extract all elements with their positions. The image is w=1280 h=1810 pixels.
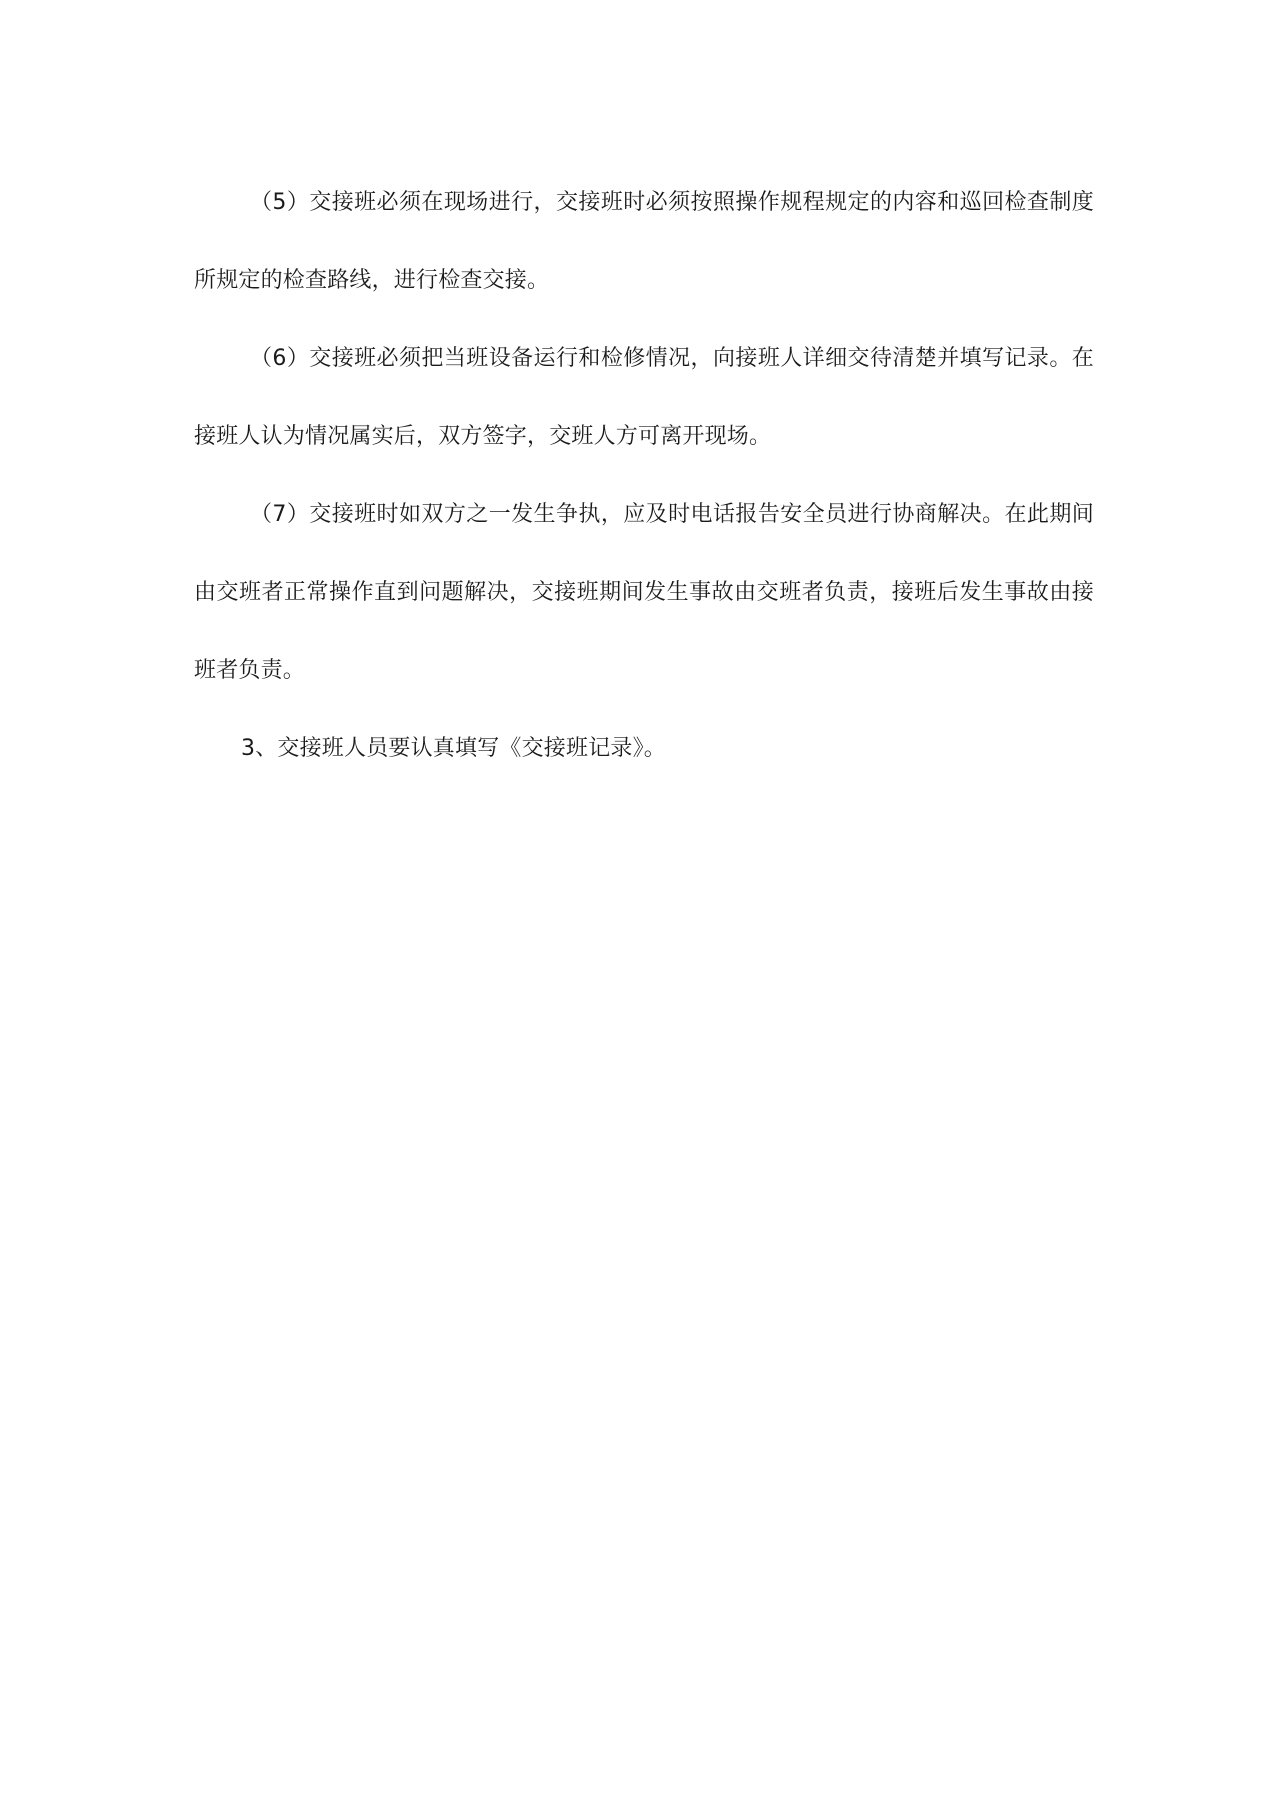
paragraph-section-3: 3、交接班人员要认真填写《交接班记录》。 <box>241 736 666 761</box>
paragraph-item-6: （6）交接班必须把当班设备运行和检修情况，向接班人详细交待清楚并填写记录。在接班人认为情况属实后，双方签字，交班人方可离开现场。 <box>194 346 1094 449</box>
paragraph-item-7: （7）交接班时如双方之一发生争执，应及时电话报告安全员进行协商解决。在此期间由交班者正常操作直到问题解决，交接班期间发生事故由交班者负责，接班后发生事故由接班者负责。 <box>194 502 1094 683</box>
document-body <box>194 164 1094 788</box>
paragraph-item-5: （5）交接班必须在现场进行，交接班时必须按照操作规程规定的内容和巡回检查制度所规定的检查路线，进行检查交接。 <box>194 190 1094 293</box>
